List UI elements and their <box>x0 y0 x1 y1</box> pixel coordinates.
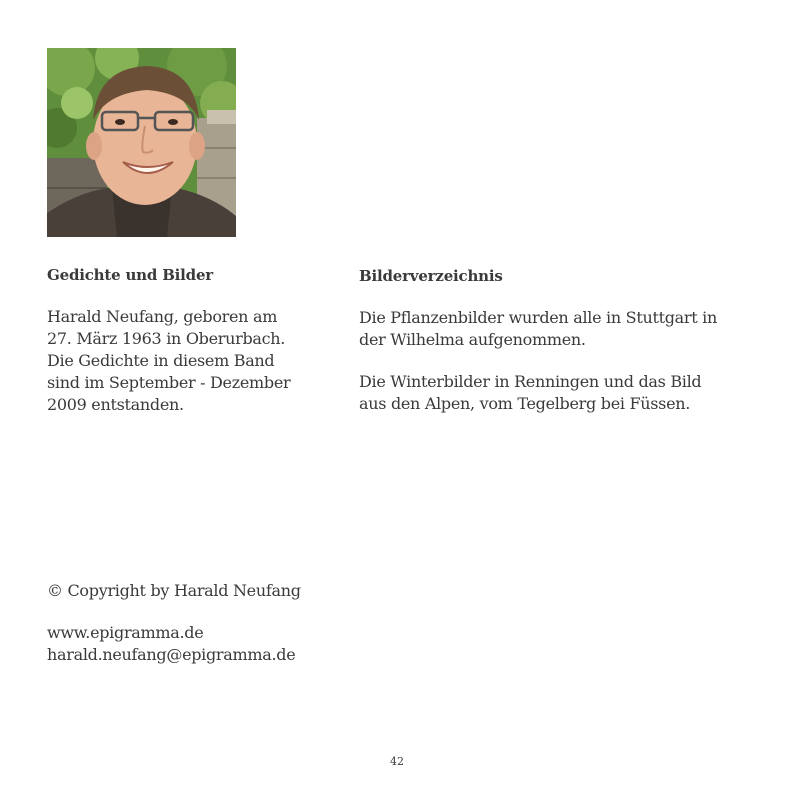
image-index-heading: Bilderverzeichnis <box>359 267 503 285</box>
image-index-section <box>359 265 759 415</box>
image-index-paragraph: Die Winterbilder in Renningen und das Bild aus den Alpen, vom Tegelberg bei Füssen. <box>359 372 702 413</box>
author-section <box>47 264 317 416</box>
image-index-paragraph: Die Pflanzenbilder wurden alle in Stuttgart in der Wilhelma aufgenommen. <box>359 308 717 349</box>
author-photo <box>47 48 236 237</box>
copyright-notice: © Copyright by Harald Neufang <box>47 581 301 600</box>
page-number: 42 <box>390 755 404 768</box>
author-section-heading: Gedichte und Bilder <box>47 266 214 284</box>
author-bio: Harald Neufang, geboren am 27. März 1963 in Oberurbach. Die Gedichte in diesem Band sind im September - Dezember 2009 entstanden. <box>47 307 291 414</box>
website-link[interactable]: www.epigramma.de <box>47 623 204 642</box>
email-link[interactable]: harald.neufang@epigramma.de <box>47 645 296 664</box>
contact-block <box>47 580 367 666</box>
